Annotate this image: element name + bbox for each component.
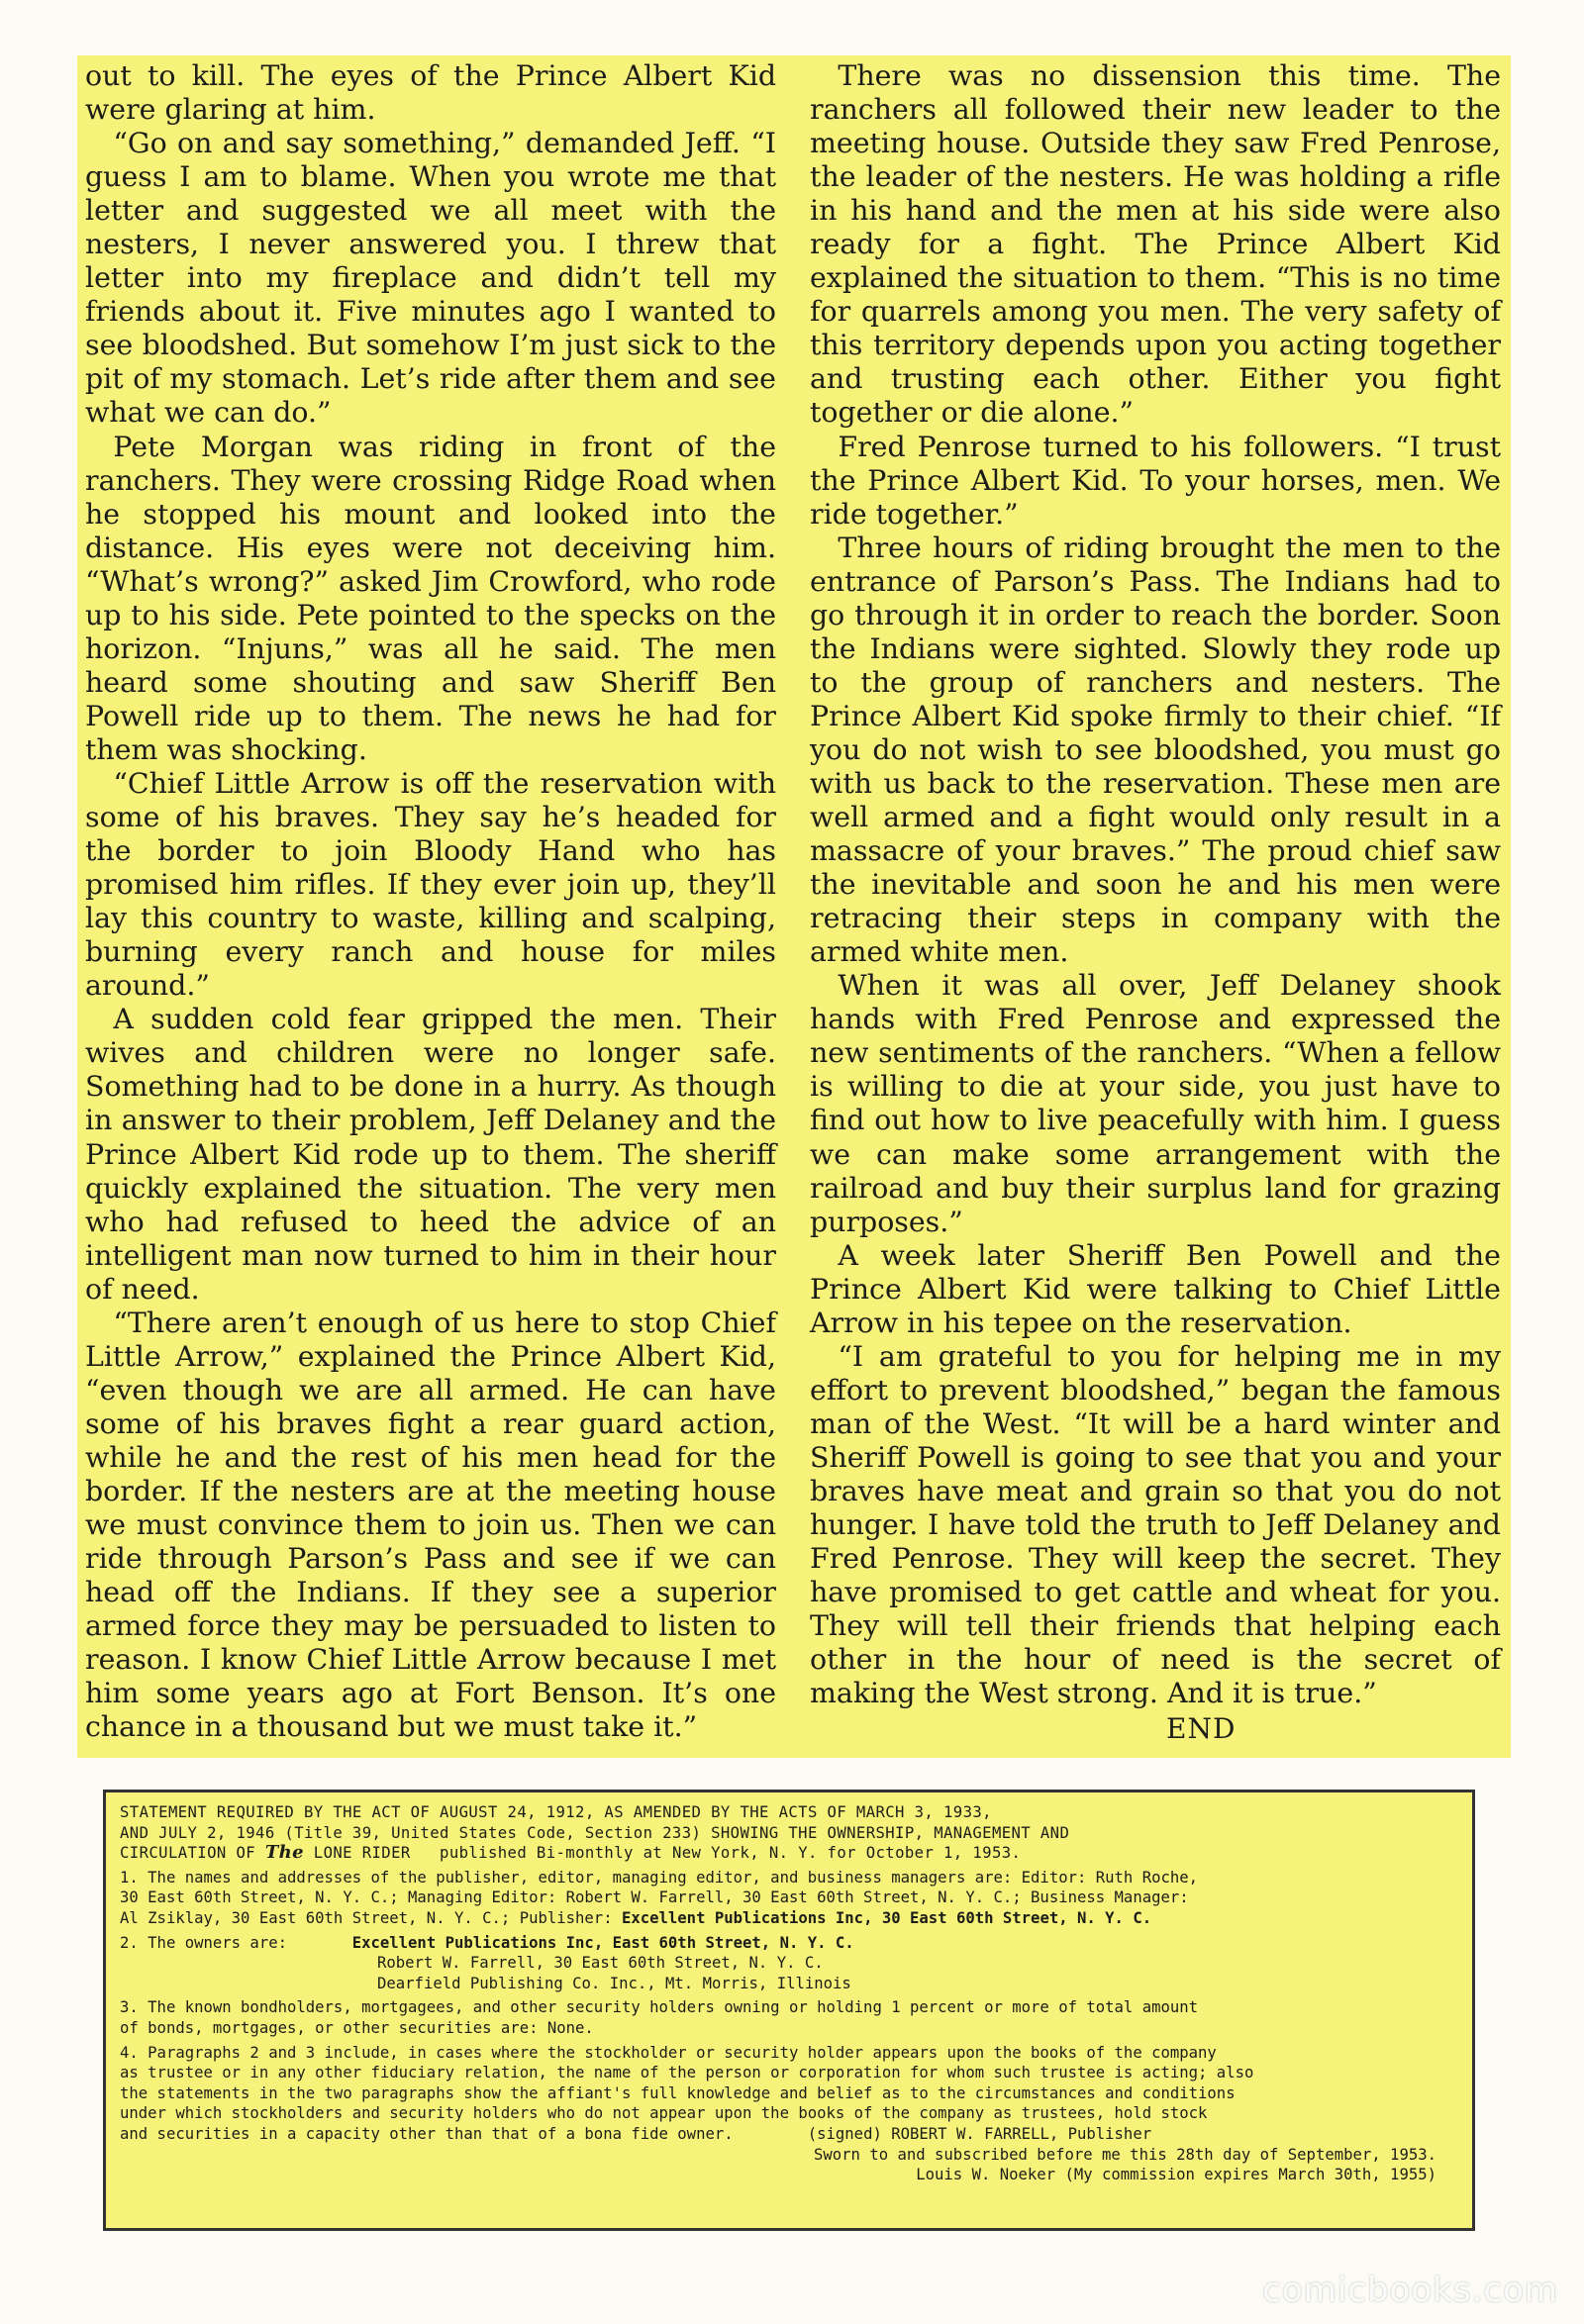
statement-sworn-line: Sworn to and subscribed before me this 28th day of September, 1953. xyxy=(813,2145,1436,2164)
statement-item-4-line: under which stockholders and security holders who do not appear upon the books of the company as trustees, hold stock xyxy=(120,2104,1208,2123)
story-paragraph: There was no dissension this time. The ranchers all followed their new leader to the meeting house. Outside they saw Fred Penrose, the leader of the nesters. He was holding a rifle in his hand and the men at his side were also ready for a fight. The Prince Albert Kid explained the situation to them. “This is no time for quarrels among you men. The very safety of this territory depends upon you acting together and trusting each other. Either you fight together or die alone.” xyxy=(810,59,1501,430)
statement-owner: Dearfield Publishing Co. Inc., Mt. Morris, Illinois xyxy=(377,1974,851,1992)
story-paragraph: Three hours of riding brought the men to the entrance of Parson’s Pass. The Indians had to go through it in order to reach the border. Soon the Indians were sighted. Slowly they rode up to the group of ranchers and nesters. The Prince Albert Kid spoke firmly to their chief. “If you do not wish to see bloodshed, you must go with us back to the reservation. These men are well armed and a fight would only result in a massacre of your braves.” The proud chief saw the inevitable and soon he and his men were retracing their steps in company with the armed white men. xyxy=(810,531,1501,969)
statement-item-4-line: the statements in the two paragraphs show the affiant's full knowledge and belief as to the circumstances and conditions xyxy=(120,2083,1236,2102)
statement-item-4: 4. Paragraphs 2 and 3 include, in cases where the stockholder or security holder appears upon the books of the company xyxy=(120,2043,1217,2062)
statement-item-3-line: of bonds, mortgages, or other securities are: None. xyxy=(120,2018,594,2037)
story-paragraph: When it was all over, Jeff Delaney shook hands with Fred Penrose and expressed the new sentiments of the ranchers. “When a fellow is willing to die at your side, you just have to find out how to live peacefully with him. I guess we can make some arrangement with the railroad and buy their surplus land for grazing purposes.” xyxy=(810,969,1501,1238)
statement-notary-line: Louis W. Noeker (My commission expires March 30th, 1955) xyxy=(916,2166,1436,2184)
statement-owner: Excellent Publications Inc, East 60th Street, N. Y. C. xyxy=(351,1933,854,1952)
ownership-statement-box xyxy=(103,1790,1475,2231)
site-watermark: comicbooks.com xyxy=(1262,2271,1558,2310)
story-paragraph: “There aren’t enough of us here to stop Chief Little Arrow,” explained the Prince Albert Kid, “even though we are all armed. He can have some of his braves fight a rear guard action, while he and the rest of his men head for the border. If the nesters are at the meeting house we must convince them to join us. Then we can ride through Parson’s Pass and see if we can head off the Indians. If they see a superior armed force they may be persuaded to listen to reason. I know Chief Little Arrow because I met him some years ago at Fort Benson. It’s one chance in a thousand but we must take it.” xyxy=(85,1306,776,1744)
statement-owners-label: 2. The owners are: xyxy=(120,1933,287,1952)
statement-header-line: STATEMENT REQUIRED BY THE ACT OF AUGUST 24, 1912, AS AMENDED BY THE ACTS OF MARCH 3, 1933, xyxy=(120,1803,992,1821)
statement-item-1-publisher-label: Al Zsiklay, 30 East 60th Street, N. Y. C.; Publisher: xyxy=(120,1908,613,1927)
story-right-column xyxy=(810,59,1501,1710)
statement-item-4-line: as trustee or in any other fiduciary relation, the name of the person or corporation for whom such trustee is acting; also xyxy=(120,2064,1254,2082)
statement-circulation-label: CIRCULATION OF xyxy=(120,1844,256,1863)
story-paragraph: Fred Penrose turned to his followers. “I trust the Prince Albert Kid. To your horses, men. We ride together.” xyxy=(810,430,1501,531)
magazine-title-the: The xyxy=(264,1842,304,1864)
statement-signature: (signed) ROBERT W. FARRELL, Publisher xyxy=(807,2124,1152,2143)
story-paragraph: A week later Sheriff Ben Powell and the Prince Albert Kid were talking to Chief Little Arrow in his tepee on the reservation. xyxy=(810,1238,1501,1339)
statement-item-1-line xyxy=(120,1908,1456,1929)
story-paragraph: “Go on and say something,” demanded Jeff. “I guess I am to blame. When you wrote me that letter and suggested we all meet with the nesters, I never answered you. I threw that letter into my fireplace and didn’t tell my friends about it. Five minutes ago I wanted to see bloodshed. But somehow I’m just sick to the pit of my stomach. Let’s ride after them and see what we can do.” xyxy=(85,127,776,430)
statement-item-1: 1. The names and addresses of the publisher, editor, managing editor, and business managers are: Editor: Ruth Roche, xyxy=(120,1868,1199,1887)
story-left-column xyxy=(85,59,776,1744)
story-paragraph: Pete Morgan was riding in front of the ranchers. They were crossing Ridge Road when he stopped his mount and looked into the distance. His eyes were not deceiving him. “What’s wrong?” asked Jim Crowford, who rode up to his side. Pete pointed to the specks on the horizon. “Injuns,” was all he said. The men heard some shouting and saw Sheriff Ben Powell ride up to them. The news he had for them was shocking. xyxy=(85,430,776,766)
statement-header-line: AND JULY 2, 1946 (Title 39, United States Code, Section 233) SHOWING THE OWNERSHIP, MANAGEMENT AND xyxy=(120,1823,1070,1842)
statement-magazine-line: LONE RIDER published Bi-monthly at New York, N. Y. for October 1, 1953. xyxy=(313,1844,1022,1863)
story-paragraph: out to kill. The eyes of the Prince Albert Kid were glaring at him. xyxy=(85,59,776,127)
ownership-statement-text xyxy=(120,1802,1456,2185)
statement-item-2 xyxy=(120,1933,1456,1954)
statement-publisher-name: Excellent Publications Inc, 30 East 60th Street, N. Y. C. xyxy=(621,1908,1152,1927)
story-end-mark: END xyxy=(1166,1712,1237,1745)
statement-item-4-line xyxy=(120,2124,1456,2145)
statement-item-1-line: 30 East 60th Street, N. Y. C.; Managing Editor: Robert W. Farrell, 30 East 60th Street, N. Y. C.; Business Manager: xyxy=(120,1888,1189,1907)
story-paragraph: “Chief Little Arrow is off the reservation with some of his braves. They say he’s headed for the border to join Bloody Hand who has promised him rifles. If they ever join up, they’ll lay this country to waste, killing and scalping, burning every ranch and house for miles around.” xyxy=(85,766,776,1003)
statement-item-3: 3. The known bondholders, mortgagees, and other security holders owning or holding 1 percent or more of total amount xyxy=(120,1998,1199,2017)
story-paragraph: “I am grateful to you for helping me in my effort to prevent bloodshed,” began the famous man of the West. “It will be a hard winter and Sheriff Powell is going to see that you and your braves have meat and grain so that you do not hunger. I have told the truth to Jeff Delaney and Fred Penrose. They will keep the secret. They have promised to get cattle and wheat for you. They will tell their friends that helping each other in the hour of need is the secret of making the West strong. And it is true.” xyxy=(810,1339,1501,1710)
story-paragraph: A sudden cold fear gripped the men. Their wives and children were no longer safe. Something had to be done in a hurry. As though in answer to their problem, Jeff Delaney and the Prince Albert Kid rode up to them. The sheriff quickly explained the situation. The very men who had refused to heed the advice of an intelligent man now turned to him in their hour of need. xyxy=(85,1003,776,1306)
statement-item-4-end: and securities in a capacity other than that of a bona fide owner. xyxy=(120,2124,734,2143)
statement-header-line xyxy=(120,1843,1456,1864)
statement-owner: Robert W. Farrell, 30 East 60th Street, N. Y. C. xyxy=(377,1954,824,1973)
